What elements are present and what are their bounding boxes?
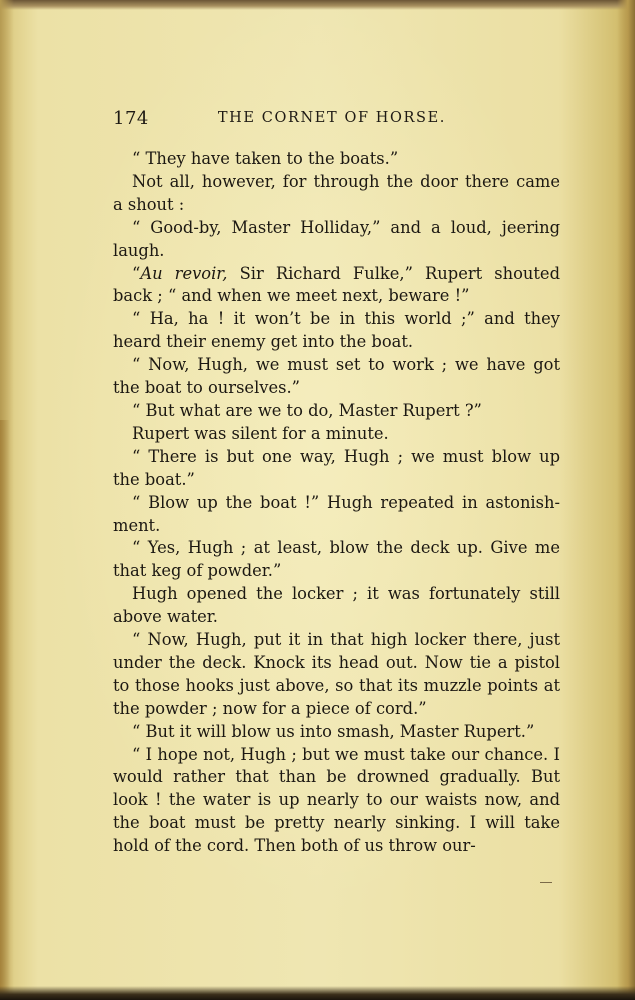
paragraph: “ I hope not, Hugh ; but we must take our chance. I would rather that than be drowned gradually. But look ! the water is up nearly to our waists now, and the boat must be pretty nearly sinking. I will take hold of the cord. Then both of us throw our-	[113, 744, 560, 856]
page-bottom-edge	[0, 986, 635, 1000]
paragraph: Not all, however, for through the door there came a shout :	[113, 171, 560, 214]
paragraph-rest: Sir Richard Fulke,” Rupert shouted back ; “ and when we meet next, beware !”	[113, 263, 560, 306]
paragraph: “Au revoir, Sir Richard Fulke,” Rupert shouted back ; “ and when we meet next, beware !”	[113, 263, 560, 306]
page-number: 174	[113, 108, 149, 129]
page-header	[113, 108, 446, 134]
body-text	[113, 148, 560, 858]
paragraph: “ Good-by, Master Holliday,” and a loud, jeering laugh.	[113, 217, 560, 260]
paragraph: “ They have taken to the boats.”	[132, 149, 399, 168]
paragraph: “ There is but one way, Hugh ; we must blow up the boat.”	[113, 446, 560, 489]
paragraph: “ Yes, Hugh ; at least, blow the deck up. Give me that keg of powder.”	[113, 538, 560, 581]
page-top-edge	[0, 0, 635, 10]
paragraph: “ But it will blow us into smash, Master Rupert.”	[132, 721, 535, 741]
paragraph: “ Ha, ha ! it won’t be in this world ;” and they heard their enemy get into the boat.	[113, 309, 560, 352]
paragraph: Hugh opened the locker ; it was fortunately still above water.	[113, 584, 560, 627]
paragraph: “ Blow up the boat !” Hugh repeated in astonishment.	[113, 492, 560, 535]
running-head: THE CORNET OF HORSE.	[217, 110, 446, 126]
paragraph: Rupert was silent for a minute.	[132, 423, 389, 443]
paragraph-italic: Au revoir,	[140, 263, 228, 283]
paragraph: “ Now, Hugh, we must set to work ; we have got the boat to ourselves.”	[113, 355, 560, 398]
stray-mark	[540, 882, 552, 883]
page-right-edge	[617, 0, 635, 1000]
paragraph: “ But what are we to do, Master Rupert ?”	[132, 400, 482, 420]
page-stain	[0, 420, 10, 1000]
paragraph: “ Now, Hugh, put it in that high locker there, just under the deck. Knock its head out. Now tie a pistol to those hooks just above, so that its muzzle points at the powder ; now for a piece of cord.”	[113, 630, 560, 718]
